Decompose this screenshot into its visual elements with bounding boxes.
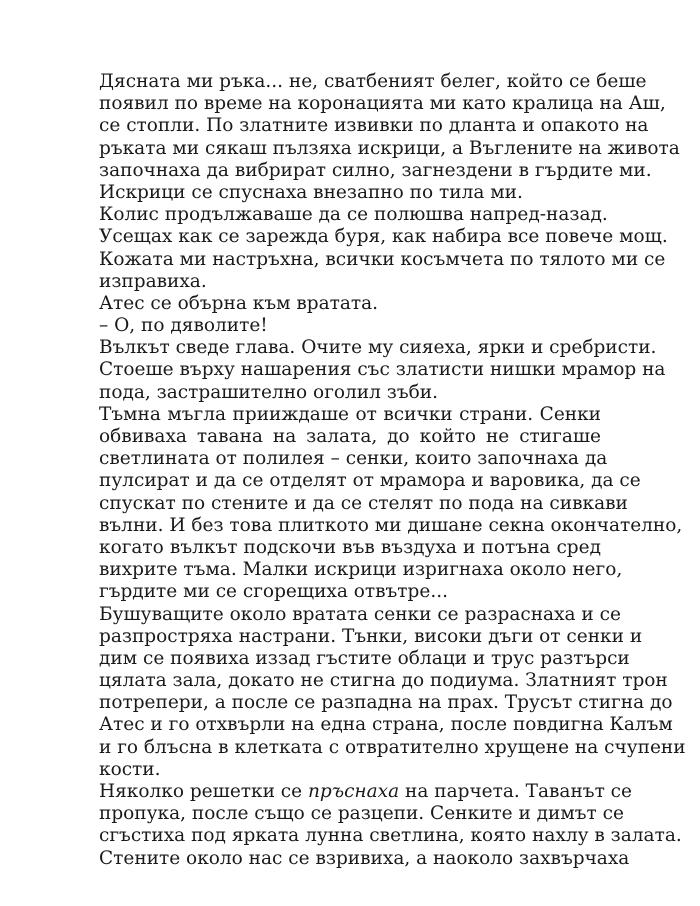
text-line: светлината от полилея – сенки, които започнаха да: [99, 448, 608, 470]
text-segment: на парчета. Таванът се: [399, 781, 632, 802]
text-line: вълни. И без това плиткото ми дишане секна окончателно,: [99, 514, 683, 536]
text-line: Колис продължаваше да се полюшва напред-назад.: [99, 204, 608, 226]
text-line: появил по време на коронацията ми като кралица на Аш,: [99, 93, 666, 115]
text-line: Стоеше върху нашарения със златисти нишки мрамор на: [99, 359, 666, 381]
text-line: пулсират и да се отделят от мрамора и варовика, да се: [99, 470, 641, 492]
text-line: пропука, после също се разцепи. Сенките и димът се: [99, 803, 624, 825]
text-line: [99, 781, 632, 803]
text-line: Кожата ми настръхна, всички косъмчета по тялото ми се: [99, 248, 666, 270]
text-line: Вълкът сведе глава. Очите му сияеха, ярки и сребристи.: [99, 337, 657, 359]
text-line: се стопли. По златните извивки по дланта и опакото на: [99, 115, 649, 137]
text-line: и го блъсна в клетката с отвратително хрущене на счупени: [99, 736, 686, 758]
text-line: дим се появиха иззад гъстите облаци и трус разтърси: [99, 647, 630, 669]
text-line: Бушуващите около вратата сенки се разраснаха и се: [99, 603, 621, 625]
text-line: пода, застрашително оголил зъби.: [99, 381, 438, 403]
text-line: цялата зала, докато не стигна до подиума. Златният трон: [99, 670, 668, 692]
text-line: разпростряха настрани. Тънки, високи дъги от сенки и: [99, 625, 643, 647]
text-line: – О, по дяволите!: [99, 315, 268, 337]
text-line: Усещах как се зарежда буря, как набира все повече мощ.: [99, 226, 668, 248]
text-line: гърдите ми се сгорещиха отвътре...: [99, 581, 448, 603]
text-line: обвиваха тавана на залата, до който не стигаше: [99, 426, 601, 447]
text-line: изправиха.: [99, 270, 207, 292]
text-line: сгъстиха под ярката лунна светлина, която нахлу в залата.: [99, 825, 682, 847]
text-line: Атес и го отхвърли на една страна, после повдигна Калъм: [99, 714, 673, 736]
text-line: Дясната ми ръка... не, сватбеният белег, който се беше: [99, 71, 647, 92]
text-line: Тъмна мъгла прииждаше от всички страни. Сенки: [99, 403, 601, 425]
body-text: [99, 71, 686, 870]
text-line: Стените около нас се взривиха, а наоколо захвърчаха: [99, 847, 630, 869]
text-line: кости.: [99, 758, 161, 780]
text-line: спускат по стените и да се стелят по пода на сивкави: [99, 492, 628, 514]
text-line: когато вълкът подскочи във въздуха и потъна сред: [99, 536, 601, 558]
text-line: вихрите тъма. Малки искрици изригнаха около него,: [99, 559, 623, 581]
emphasized-word: пръснаха: [307, 781, 400, 802]
text-line: Искрици се спуснаха внезапно по тила ми.: [99, 181, 523, 203]
text-segment: Няколко решетки се: [99, 781, 308, 802]
text-line: ръката ми сякаш пълзяха искрици, а Въглените на живота: [99, 137, 680, 159]
text-line: започнаха да вибрират силно, загнездени в гърдите ми.: [99, 159, 652, 181]
text-line: потрепери, а после се разпадна на прах. Трусът стигна до: [99, 692, 673, 714]
text-line: Атес се обърна към вратата.: [99, 292, 379, 314]
